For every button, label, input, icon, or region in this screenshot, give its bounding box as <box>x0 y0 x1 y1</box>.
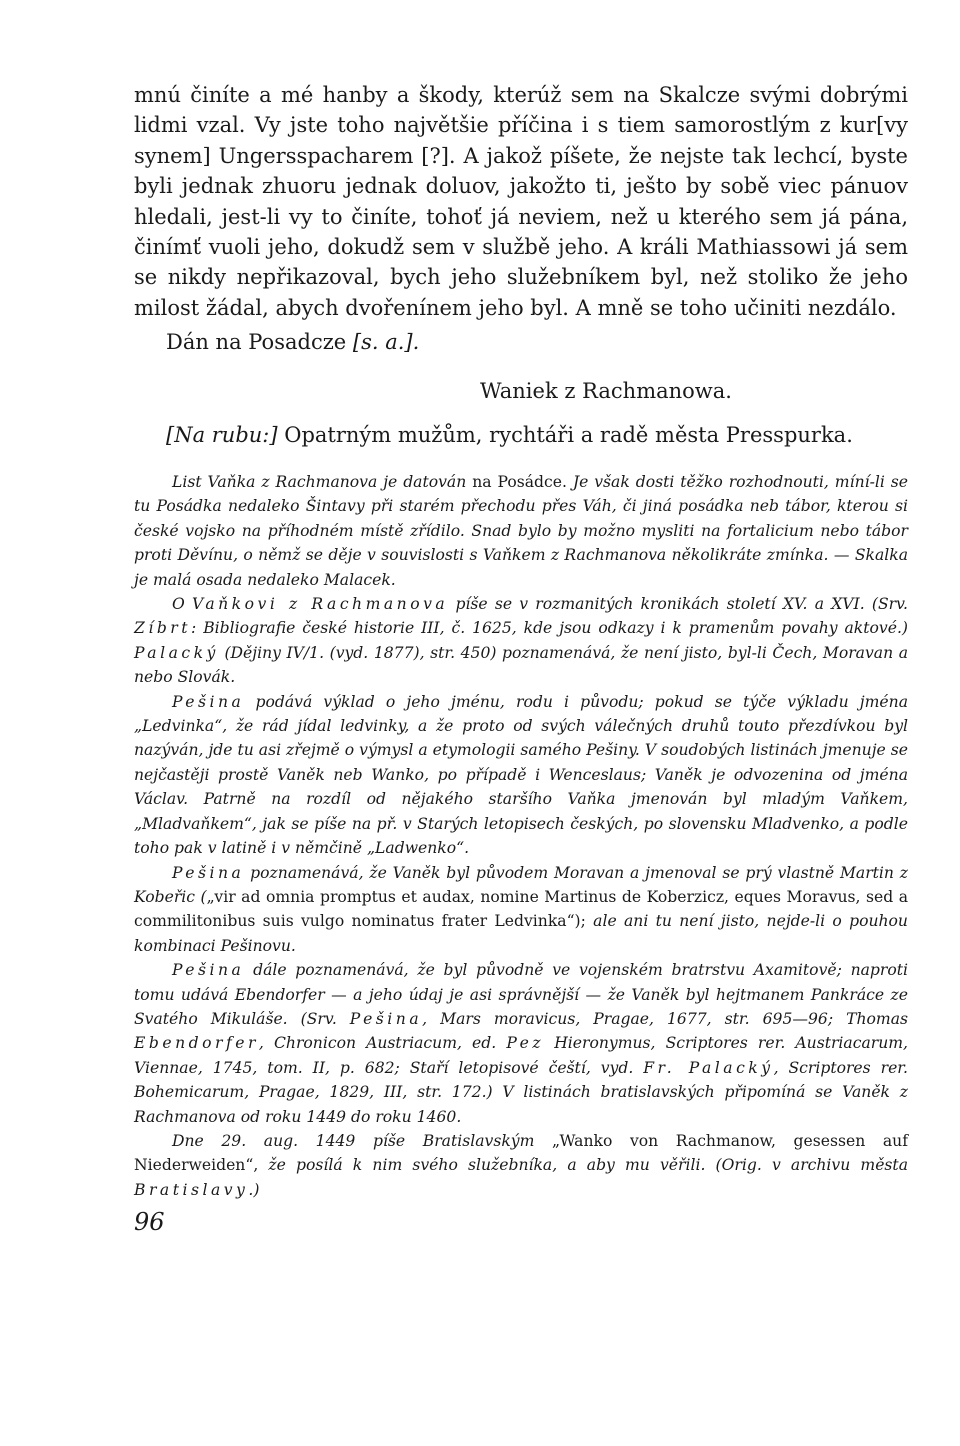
note-quote: „vir ad omnia promptus et audax, nomine Martinus de Koberzicz, eques Moravus, sed a commilitonibus suis vulgo nominatus frater Ledvinka“); <box>134 887 908 931</box>
note-text: O <box>172 595 192 614</box>
address-note: [Na rubu:] <box>166 423 278 448</box>
note-spaced-name: Pešina <box>172 692 245 711</box>
note-text: (Dějiny IV/1. (vyd. 1877), str. 450) poznamenává, že není jisto, byl-li Čech, Moravan a nebo Slovák. <box>134 643 908 687</box>
note-text: List Vaňka z Rachmanova je datován <box>172 473 473 491</box>
note-paragraph-5 <box>134 958 908 1129</box>
note-text: ale ani tu není jisto, nejde-li o pouhou kombinaci Pešinovu. <box>134 912 908 955</box>
address-text: Opatrným mužům, rychtáři a radě města Presspurka. <box>277 423 853 448</box>
dated-line <box>134 327 908 357</box>
commentary <box>134 470 908 1202</box>
signature: Waniek z Rachmanowa. <box>480 378 732 403</box>
note-text: podává výklad o jeho jménu, rodu i původu; pokud se týče výkladu jména „Ledvinka“, že rád jídal ledvinky, a že proto od svých válečných druhů touto přezdívkou byl nazýván, jde tu asi zřejmě o výmysl a etymologii samého Pešiny. V soudobých listinách jmenuje se nejčastěji prostě Vaněk neb Wanko, po případě i Wenceslaus; Vaněk je odvozenina od jména Václav. Patrně na rozdíl od nějakého staršího Vaňka jmenován byl mladým Vaňkem, „Mladvaňkem“, jak se píše na př. v Starých letopisech českých, po slovensku Mladvenko, a podle toho pak v latině i v němčině „Ladwenko“. <box>134 692 908 858</box>
address-line <box>134 420 908 450</box>
note-quote: „Wanko von Rachmanow, gesessen auf Niederweiden“, <box>134 1131 908 1175</box>
note-spaced-name: Pešina <box>172 961 245 980</box>
dated-text: Dán na Posadcze <box>166 330 353 355</box>
note-spaced-name: Bratislavy <box>134 1180 249 1199</box>
note-text: , Mars moravicus, Pragae, 1677, str. 695—96; Thomas <box>422 1009 908 1028</box>
note-text: : Bibliografie české historie III, č. 1625, kde jsou odkazy i k pramenům povahy aktové.) <box>191 619 908 638</box>
note-text: že posílá k nim svého služebníka, a aby mu věřili. (Orig. v archivu města <box>258 1156 908 1175</box>
note-spaced-name: Palacký <box>134 643 219 662</box>
page-number: 96 <box>134 1208 165 1236</box>
note-text: na Posádce. <box>472 473 567 491</box>
note-text: dále poznamenává, že byl původně ve vojenském bratrstvu Axamitově; naproti tomu udává Ebendorfer — a jeho údaj je asi správnější — že Vaněk byl hejtmanem Pankráce ze Svatého Mikuláše. (Srv. <box>134 961 908 1028</box>
note-paragraph-1 <box>134 470 908 592</box>
note-text: , Chronicon Austriacum, ed. <box>258 1034 507 1053</box>
note-text: Hieronymus, Scriptores rer. Austriacarum, Viennae, 1745, tom. II, p. 682; Staří letopisové čeští, vyd. <box>134 1034 908 1077</box>
note-spaced-name: Zíbrt <box>134 619 192 638</box>
note-text: .) <box>248 1180 260 1199</box>
note-spaced-name: Fr. Palacký <box>643 1058 774 1077</box>
note-spaced-name: Pešina <box>349 1009 423 1028</box>
note-text: Dne 29. aug. 1449 píše Bratislavským <box>172 1131 552 1150</box>
note-text: píše se v rozmanitých kronikách století XV. a XVI. (Srv. <box>448 595 909 614</box>
note-paragraph-3 <box>134 690 908 861</box>
note-spaced-name: Ebendorfer <box>134 1034 259 1053</box>
note-text: , Scriptores rer. Bohemicarum, Pragae, 1829, III, str. 172.) V listinách bratislavských připomíná se Vaněk z Rachmanova od roku 1449 do roku 1460. <box>134 1058 908 1126</box>
letter-text <box>134 80 908 450</box>
note-text: Je však dosti těžko rozhodnouti, míní-li se tu Posádka nedaleko Šintavy při starém přechodu přes Váh, či jiná posádka neb tábor, kterou si české vojsko na příhodném místě zřídilo. Snad bylo by možno mysliti na fortalicium nebo tábor proti Děvínu, o němž se děje v souvislosti s Vaňkem z Rachmanova několikráte zmínka. — Skalka je malá osada nedaleko Malacek. <box>134 473 908 589</box>
note-paragraph-4 <box>134 861 908 959</box>
note-text: poznamenává, že Vaněk byl původem Moravan a jmenoval se prý vlastně Martin z Kobeřic ( <box>134 863 908 906</box>
note-spaced-name: Pez <box>506 1034 545 1053</box>
letter-paragraph: mnú činíte a mé hanby a škody, kterúž sem na Skalcze svými dobrými lidmi vzal. Vy jste toho najvětšie příčina i s tiem samorostlým z kur[vy synem] Ungersspacharem [?]. A jakož píšete, že nejste tak lechcí, byste byli jednak zhuoru jednak doluov, jakožto ti, ješto by sobě viec pánuov hledali, jest-li vy to činíte, tohoť já neviem, než u kterého sem já pána, činímť vuoli jeho, dokudž sem v službě jeho. A králi Mathiassowi já sem se nikdy nepřikazoval, bych jeho služebníkem byl, než stoliko že jeho milost žádal, abych dvořenínem jeho byl. A mně se toho učiniti nezdálo. <box>134 83 908 320</box>
note-spaced-name: Pešina <box>172 863 245 882</box>
note-paragraph-2 <box>134 592 908 690</box>
dated-note: [s. a.]. <box>352 330 420 355</box>
note-spaced-name: Vaňkovi z Rachmanova <box>192 595 449 614</box>
note-paragraph-6 <box>134 1129 908 1202</box>
